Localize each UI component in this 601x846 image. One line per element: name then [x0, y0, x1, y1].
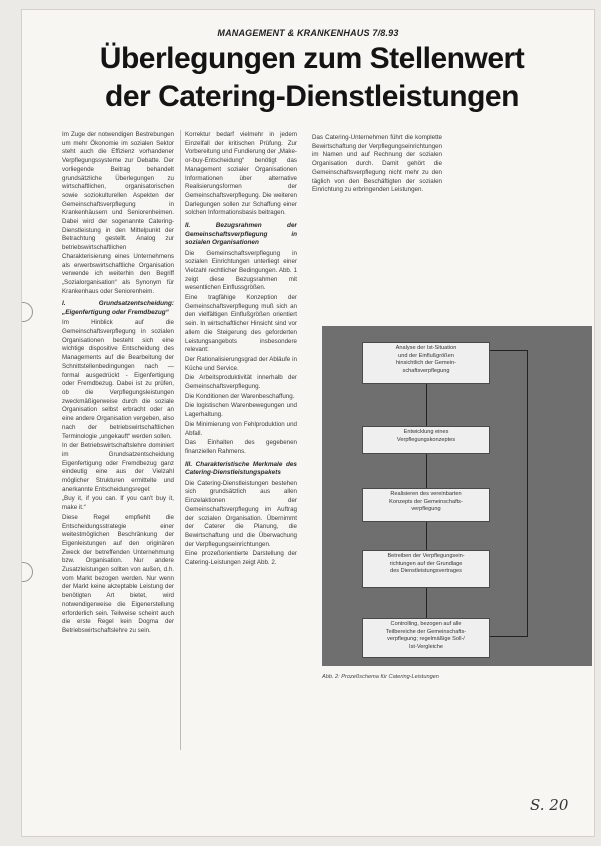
connector-line: [426, 384, 427, 426]
section-heading: III. Charakteristische Merkmale des Catering-Dienstleistungspakets: [185, 460, 297, 477]
article-title: [62, 40, 562, 116]
feedback-line: [527, 350, 528, 636]
connector-line: [426, 522, 427, 550]
title-line-1: Überlegungen zum Stellenwert: [99, 42, 525, 75]
paragraph: Die logistischen Warenbewegungen und Lagerhaltung.: [185, 402, 297, 419]
punch-hole: [22, 302, 33, 322]
column-1: [62, 131, 174, 843]
paragraph: Die Minimierung von Fehlproduktion und Abfall.: [185, 420, 297, 437]
paragraph: Die Konditionen der Warenbeschaffung.: [185, 392, 295, 400]
paragraph: Eine tragfähige Konzeption der Gemeinschaftsverpflegung muß sich an den vielfältigen Einflußgrößen orientiert sein. In wirtschaftlicher Hinsicht sind vor allem die Steigerung des geforderten Leistungsangebots insbesondere relevant:: [185, 294, 297, 354]
paragraph: Die Catering-Dienstleistungen bestehen sich grundsätzlich aus allen Einzelaktionen der Gemeinschaftsverpflegung im Auftrag der sozialen Organisation. Übernimmt der Caterer die Planung, die Bewirtschaftung und die Überwachung der Verpflegungseinrichtungen.: [185, 479, 297, 548]
paragraph: Im Hinblick auf die Gemeinschaftsverpflegung in sozialen Organisationen besteht sich eine wichtige dispositive Entscheidung des Managements auf die Bearbeitung der Schnittstellenbedingungen nach — formal ausgedrückt - Eigenfertigung oder Fremdbezug. Dabei ist zu prüfen, ob die Verpflegungsleistungen zweckmäßigerweise durch die soziale Organisation selbst erbracht oder an eine andere Organisation vergeben, also nach der betriebswirtschaftlichen Terminologie „ungekauft“ werden sollen.: [62, 319, 174, 440]
process-step-realize: Realisieren des vereinbarten Konzepts der Gemeinschafts- verpflegung: [362, 488, 490, 522]
paragraph: Diese Regel empfiehlt die Entscheidungsstrategie einer weitestmöglichen Beschränkung der Eigenleistungen auf den originären Zweck der betreffenden Unternehmung bzw. Organisation. Nur andere Zusatzleistungen sollten von außen, d.h. vom Markt bezogen werden. Nur wenn der Markt keine akzeptable Leistung der benötigten Art bietet, wird notwendigerweise die Eigenerstellung erforderlich sein. Teilweise scheint auch die erste Regel kein Dogma der Betriebswirtschaftslehre zu sein.: [62, 513, 174, 634]
title-line-2: der Catering-Dienstleistungen: [105, 80, 519, 113]
paragraph: Die Gemeinschaftsverpflegung in sozialen Einrichtungen unterliegt einer Vielzahl rechtlicher Bedingungen. Abb. 1 zeigt diese Bezugsrahmen mit wesentlichen Einflussgrößen.: [185, 249, 297, 292]
running-head: MANAGEMENT & KRANKENHAUS 7/8.93: [217, 28, 399, 38]
page-number: S. 20: [530, 796, 569, 814]
document-page: [22, 10, 594, 836]
process-step-concept: Entwicklung eines Verpflegungskonzeptes: [362, 426, 490, 454]
process-step-analysis: Analyse der Ist-Situation und der Einflußgrößen hinsichtlich der Gemein- schaftsverpflegung: [362, 342, 490, 384]
paragraph: Im Zuge der notwendigen Bestrebungen um mehr Ökonomie im sozialen Sektor steht auch die Effizienz vorhandener Verpflegungssysteme zur Debatte. Der vorliegende Beitrag behandelt grundsätzliche Überlegungen zu wirtschaftlichen, organisatorischen sowie soziokulturellen Aspekten der Gemeinschaftsverpflegung in Krankenhäusern und Seniorenheimen. Dabei wird der sogenannte Catering-Dienstleistung in den Mittelpunkt der Betrachtung gestellt. Analog zur betriebswirtschaftlichen Charakterisierung eines Unternehmens als erwerbswirtschaftliche Organisation verwende ich weiterhin den Begriff „Sozialorganisation“ als Synonym für Krankenhaus oder Seniorenheim.: [62, 131, 174, 295]
process-step-operate: Betreiben der Verpflegungsein- richtungen auf der Grundlage des Dienstleistungsvertrages: [362, 550, 490, 588]
column-2: [185, 131, 297, 796]
column-3: [312, 134, 442, 234]
process-diagram: [322, 326, 592, 666]
paragraph: Der Rationalisierungsgrad der Abläufe in Küche und Service.: [185, 355, 297, 372]
paragraph: „Buy it, if you can. If you can't buy it, make it.“: [62, 495, 174, 512]
connector-line: [426, 454, 427, 488]
section-heading: II. Bezugsrahmen der Gemeinschaftsverpflegung in sozialen Organisationen: [185, 222, 297, 247]
connector-line: [426, 588, 427, 618]
feedback-line: [490, 636, 528, 637]
process-step-controlling: Controlling, bezogen auf alle Teilbereiche der Gemeinschafts- verpflegung; regelmäßige Soll-/ Ist-Vergleiche: [362, 618, 490, 658]
punch-hole: [22, 562, 33, 582]
paragraph: Das Catering-Unternehmen führt die komplette Bewirtschaftung der Verpflegungseinrichtungen im Namen und auf Rechnung der sozialen Organisation durch. Damit gehört die Gemeinschaftsverpflegung nicht mehr zu den täglich von den Beschäftigten der sozialen Einrichtung zu erbringenden Leistungen.: [312, 134, 442, 194]
figure-caption: Abb. 2: Prozeßschema für Catering-Leistungen: [322, 674, 439, 680]
paragraph: Eine prozeßorientierte Darstellung der Catering-Leistungen zeigt Abb. 2.: [185, 550, 297, 567]
paragraph: Die Arbeitsproduktivität innerhalb der Gemeinschaftsverpflegung.: [185, 374, 297, 391]
paragraph: In der Betriebswirtschaftslehre dominiert im Grundsatzentscheidung Eigenfertigung oder Fremdbezug ganz eindeutig eine aus der Vielzahl möglicher Strukturen ermittelte und anerkannte Entscheidungsregel:: [62, 442, 174, 493]
column-divider: [180, 130, 181, 750]
paragraph: Korrektur bedarf vielmehr in jedem Einzelfall der kritischen Prüfung. Zur Vorbereitung und Fundierung der „Make-or-buy-Entscheidung“ benötigt das Management sozialer Organisationen Informationen über alternative Realisierungsformen der Gemeinschaftsverpflegung. Die weiteren Darlegungen sollen zur Schaffung einer solchen Informationsbasis beitragen.: [185, 131, 297, 217]
section-heading: I. Grundsatzentscheidung: „Eigenfertigung oder Fremdbezug“: [62, 300, 174, 316]
feedback-line: [490, 350, 528, 351]
paragraph: Das Einhalten des gegebenen finanziellen Rahmens.: [185, 439, 297, 455]
